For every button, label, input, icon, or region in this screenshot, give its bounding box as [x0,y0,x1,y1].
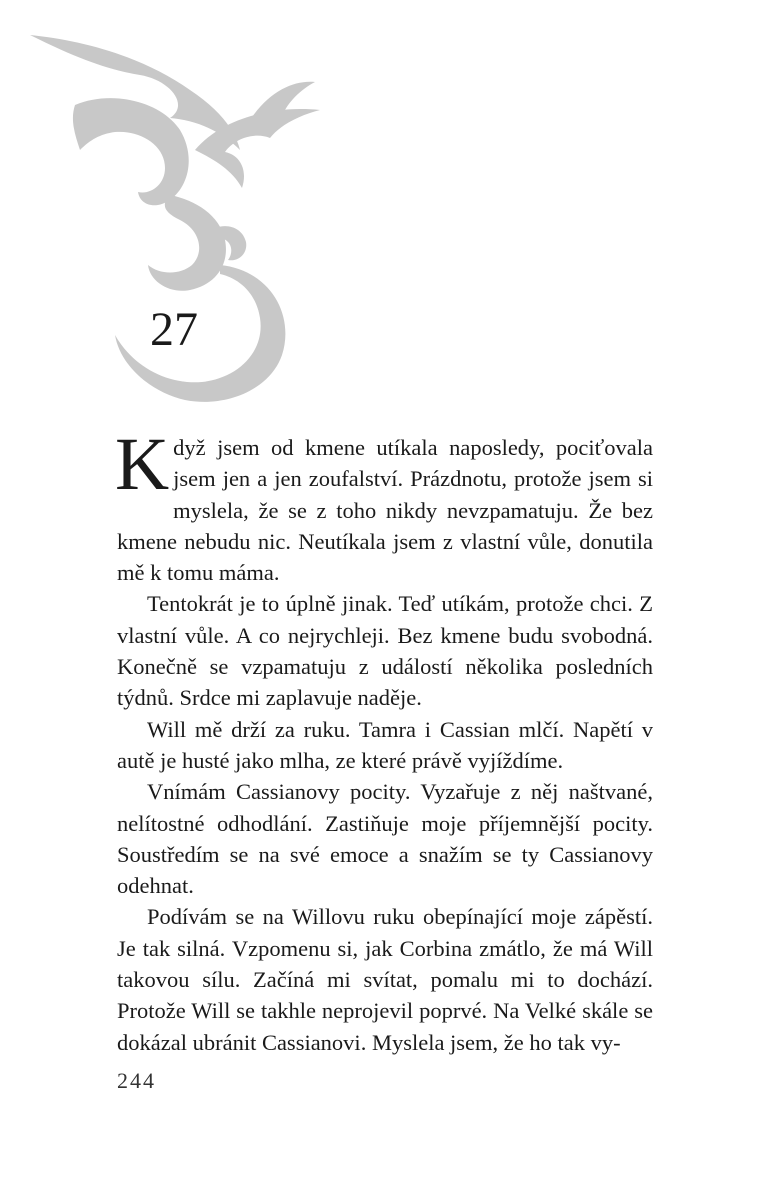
drop-cap: K [115,423,170,506]
paragraph: Když jsem od kmene utíkala naposledy, pociťovala jsem jen a jen zoufalství. Prázdnotu, protože jsem si myslela, že se z toho nikdy nevzpamatuju. Že bez kmene nebudu nic. Neutíkala jsem z vlastní vůle, donutila mě k tomu máma. [115,423,653,586]
paragraph: Will mě drží za ruku. Tamra i Cassian mlčí. Napětí v autě je husté jako mlha, ze které právě vyjíždíme. [117,716,653,773]
page-number: 244 [117,1068,156,1093]
chapter-number: 27 [150,303,198,356]
paragraph: Vnímám Cassianovy pocity. Vyzařuje z něj naštvané, nelítostné odhodlání. Zastiňuje moje příjemnější pocity. Soustředím se na své emoce a snažím se ty Cassianovy odehnat. [117,779,653,899]
body-text [115,423,653,1058]
paragraph: Tentokrát je to úplně jinak. Teď utíkám, protože chci. Z vlastní vůle. A co nejrychleji. Bez kmene budu svobodná. Konečně se vzpamatuju z událostí několika posledních týdnů. Srdce mi zaplavuje naděje. [117,591,653,711]
paragraph: Podívám se na Willovu ruku obepínající moje zápěstí. Je tak silná. Vzpomenu si, jak Corbina zmátlo, že má Will takovou sílu. Začíná mi svítat, pomalu mi to dochází. Protože Will se takhle neprojevil poprvé. Na Velké skále se dokázal ubránit Cassianovi. Myslela jsem, že ho tak vy- [117,904,653,1055]
